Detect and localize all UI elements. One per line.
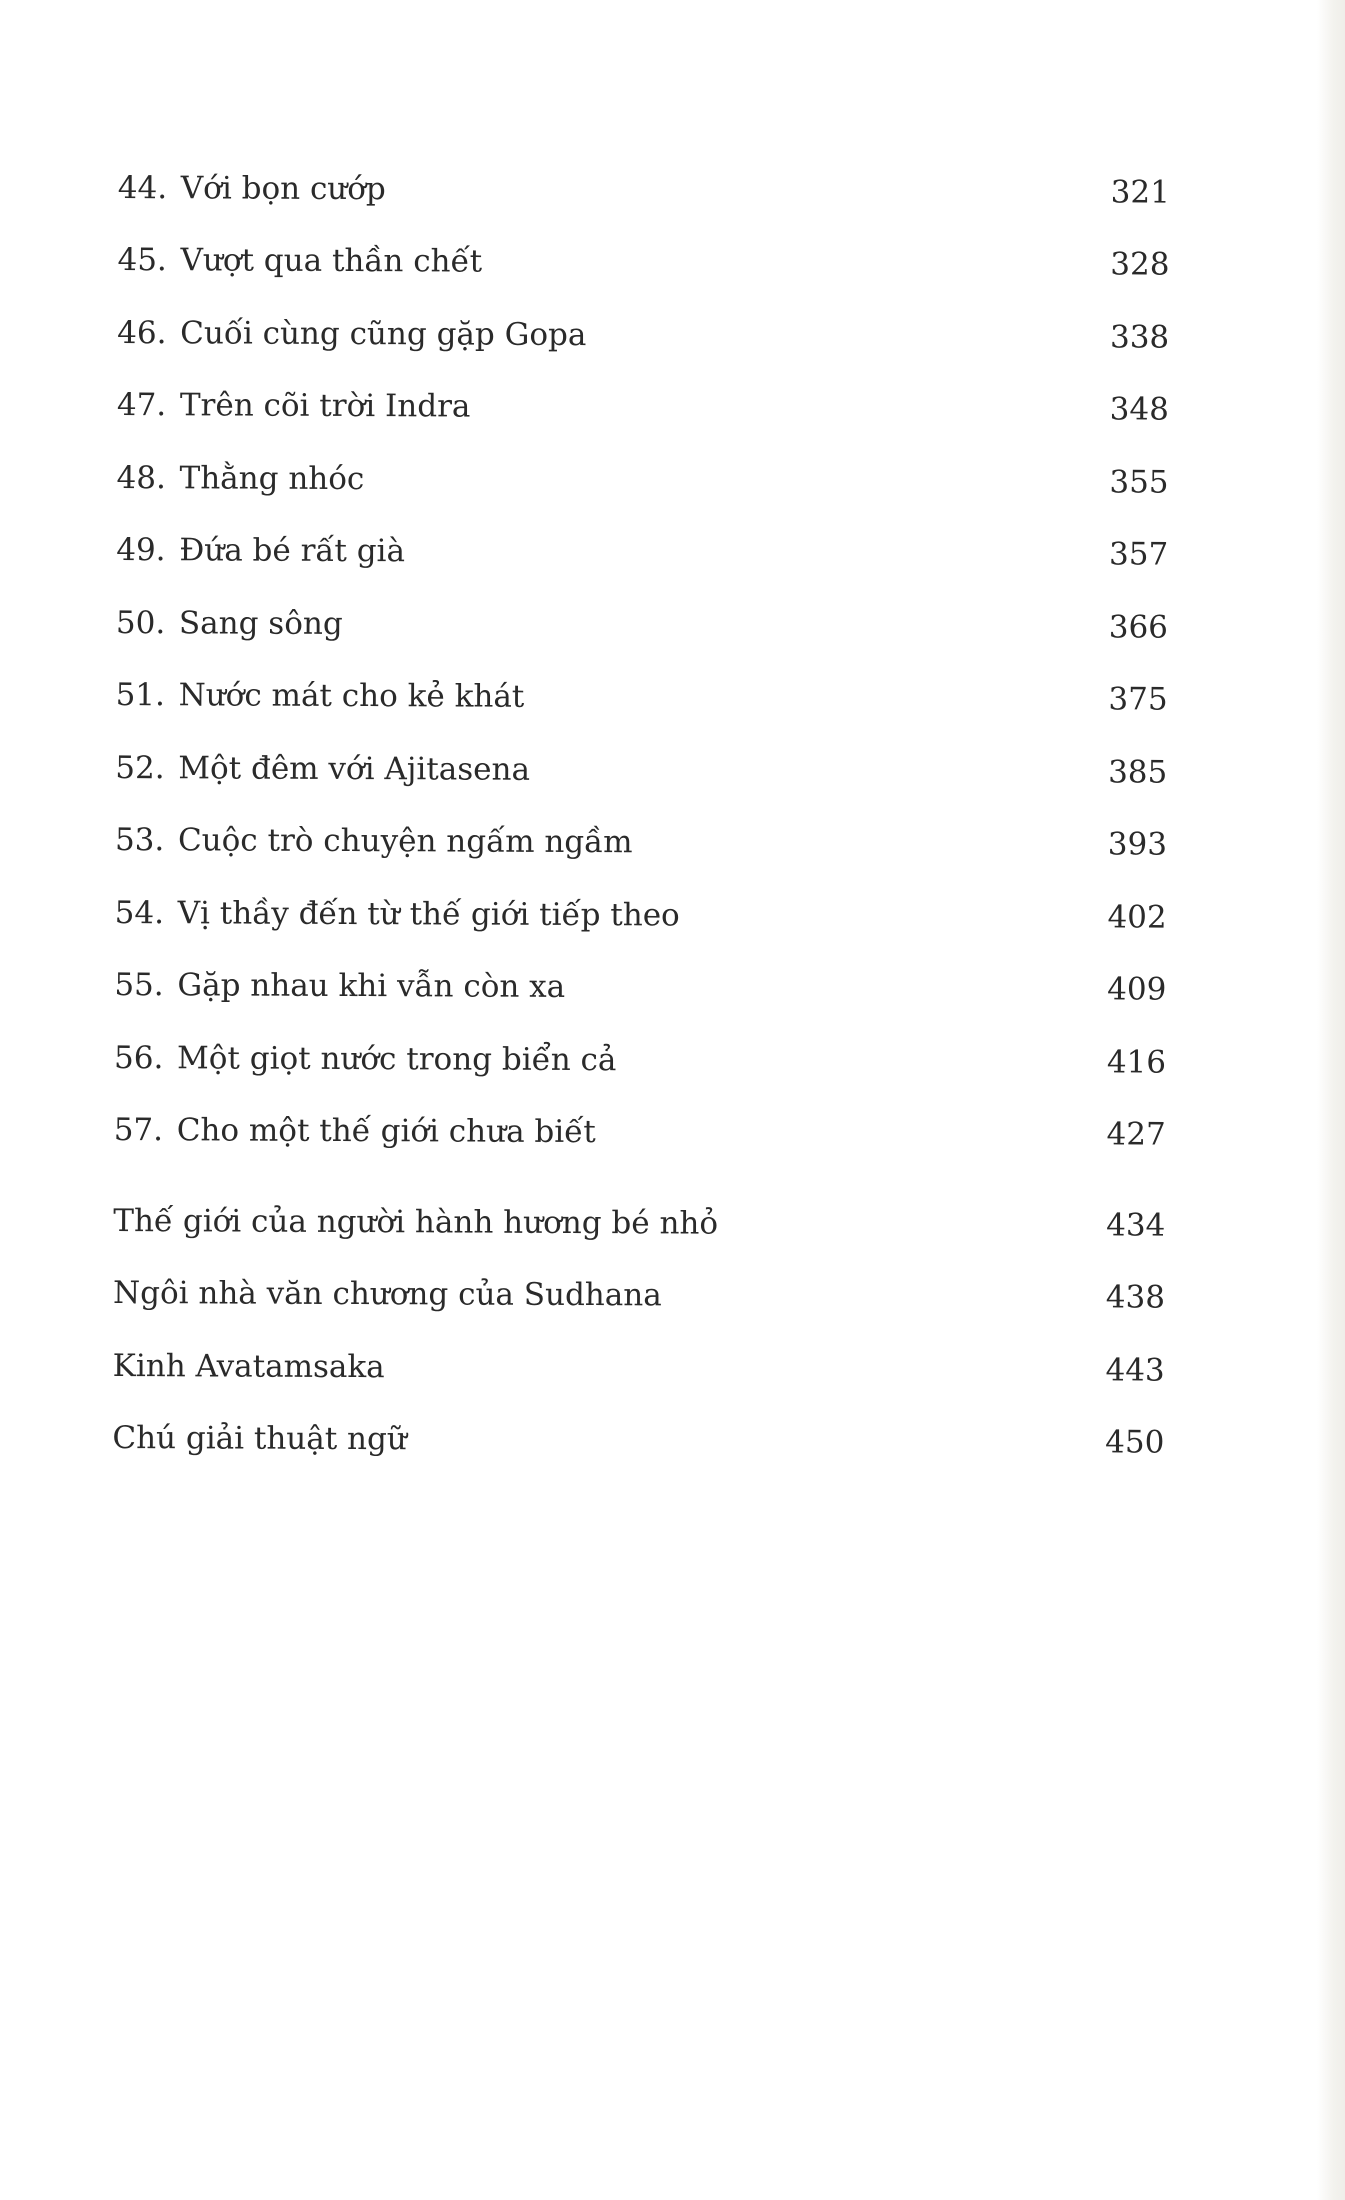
toc-entry[interactable]: [115, 732, 1167, 809]
toc-entry[interactable]: [117, 297, 1169, 374]
page-number: 416: [1106, 1044, 1167, 1081]
chapter-number: 55.: [114, 967, 164, 1004]
section-title: Chú giải thuật ngữ: [112, 1420, 407, 1458]
page-number: 443: [1105, 1352, 1165, 1389]
toc-entry[interactable]: [114, 1094, 1166, 1171]
toc-entry[interactable]: [114, 1022, 1166, 1099]
toc-entry[interactable]: [117, 369, 1169, 446]
chapter-number: 56.: [113, 1039, 164, 1076]
chapter-title: Vị thầy đến từ thế giới tiếp theo: [177, 895, 680, 934]
toc-entry[interactable]: [116, 442, 1168, 519]
chapter-number: 53.: [114, 822, 165, 859]
chapter-title: Trên cõi trời Indra: [179, 387, 471, 425]
chapter-number: 45.: [117, 242, 167, 279]
chapter-title: Đứa bé rất già: [179, 532, 406, 570]
page-number: 402: [1107, 899, 1167, 936]
toc-entry[interactable]: [113, 1330, 1165, 1407]
page-number: 434: [1106, 1207, 1166, 1244]
page-edge-shadow: [1317, 0, 1345, 2200]
table-of-contents: [112, 152, 1170, 1480]
chapter-title: Vượt qua thần chết: [180, 242, 483, 280]
toc-entry[interactable]: [115, 877, 1167, 954]
chapter-title: Một đêm với Ajitasena: [178, 750, 531, 788]
page-number: 348: [1109, 391, 1169, 428]
chapter-title: Sang sông: [178, 605, 343, 642]
toc-entry[interactable]: [116, 514, 1168, 591]
section-title: Thế giới của người hành hương bé nhỏ: [113, 1202, 719, 1242]
chapter-title: Một giọt nước trong biển cả: [176, 1040, 617, 1078]
page-number: 328: [1110, 246, 1170, 283]
page-number: 385: [1108, 754, 1168, 791]
toc-entry[interactable]: [113, 1185, 1165, 1262]
chapter-number: 46.: [117, 314, 167, 351]
toc-entry[interactable]: [115, 804, 1167, 881]
page-number: 366: [1108, 609, 1169, 646]
chapter-number: 54.: [114, 894, 165, 931]
toc-entry[interactable]: [118, 152, 1170, 229]
page-number: 393: [1107, 826, 1168, 863]
page-number: 409: [1107, 971, 1167, 1008]
page-number: 355: [1109, 464, 1169, 501]
toc-entry[interactable]: [114, 949, 1166, 1026]
toc-entry[interactable]: [113, 1257, 1165, 1334]
toc-entry[interactable]: [117, 224, 1169, 301]
chapter-title: Nước mát cho kẻ khát: [178, 677, 525, 716]
chapter-title: Cho một thế giới chưa biết: [176, 1112, 596, 1151]
page-number: 321: [1110, 174, 1170, 211]
chapter-title: Gặp nhau khi vẫn còn xa: [177, 967, 566, 1006]
page-number: 427: [1106, 1116, 1166, 1153]
page-number: 450: [1105, 1424, 1165, 1461]
chapter-title: Với bọn cướp: [180, 170, 386, 207]
chapter-title: Cuộc trò chuyện ngấm ngầm: [177, 822, 633, 861]
chapter-number: 51.: [115, 677, 166, 714]
chapter-title: Cuối cùng cũng gặp Gopa: [180, 315, 587, 353]
chapter-title: Thằng nhóc: [179, 460, 365, 497]
chapter-number: 49.: [116, 532, 166, 569]
toc-entry[interactable]: [116, 587, 1168, 664]
chapter-number: 44.: [117, 169, 168, 206]
chapter-list: [114, 152, 1170, 1172]
toc-entry[interactable]: [112, 1402, 1164, 1479]
page-number: 438: [1105, 1279, 1166, 1316]
page-number: 338: [1109, 319, 1170, 356]
toc-entry[interactable]: [115, 659, 1167, 736]
chapter-number: 48.: [116, 459, 166, 496]
section-title: Ngôi nhà văn chương của Sudhana: [112, 1275, 662, 1314]
chapter-number: 52.: [115, 749, 165, 786]
chapter-number: 50.: [115, 604, 166, 641]
chapter-number: 57.: [113, 1112, 164, 1149]
page-number: 375: [1108, 681, 1168, 718]
section-title: Kinh Avatamsaka: [112, 1347, 385, 1385]
chapter-number: 47.: [116, 387, 167, 424]
back-matter-list: [112, 1185, 1165, 1480]
page-number: 357: [1109, 536, 1169, 573]
